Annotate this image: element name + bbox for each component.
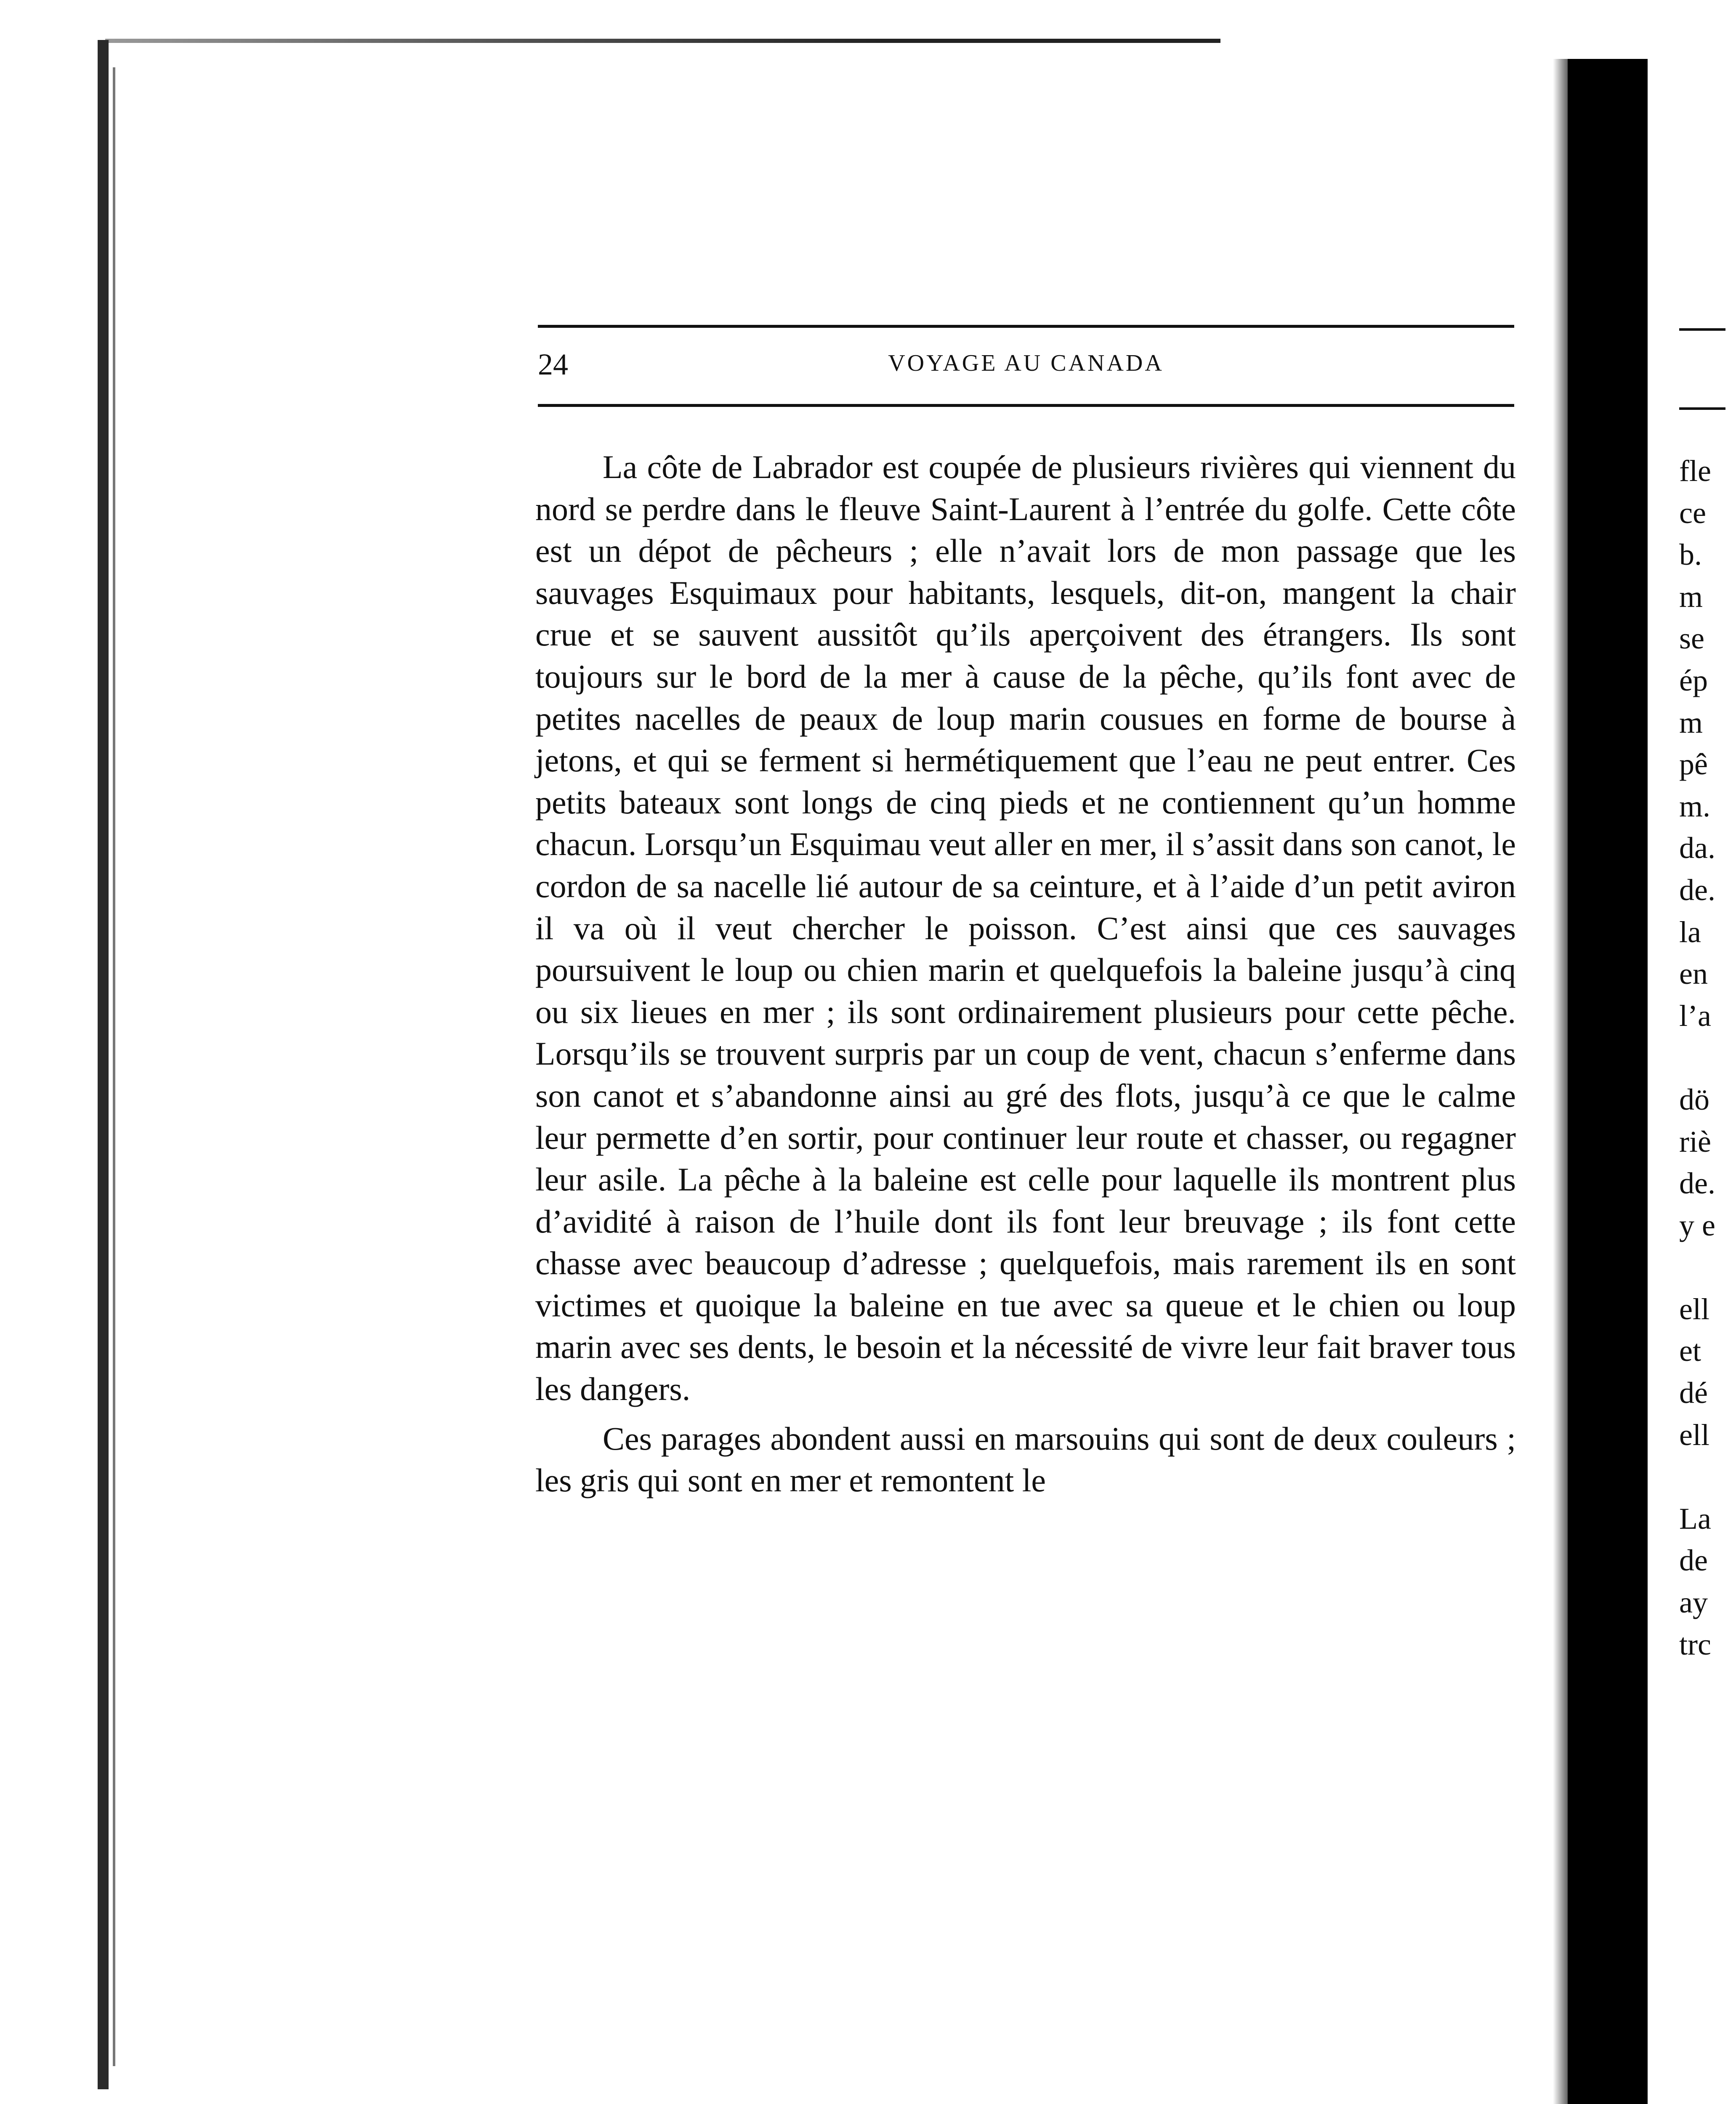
fragment-line: trc bbox=[1679, 1627, 1711, 1661]
paragraph: La côte de Labrador est coupée de plusieurs rivières qui viennent du nord se perdre dans le fleuve Saint-Laurent à l’entrée du golfe. Cette côte est un dépot de pêcheurs ; elle n’avait lors de mon passage que les sauvages Esquimaux pour habitants, lesquels, dit-on, mangent la chair crue et se sauvent aussitôt qu’ils aperçoivent des étrangers. Ils sont toujours sur le bord de la mer à cause de la pêche, qu’ils font avec de petites nacelles de peaux de loup marin cousues en forme de bourse à jetons, et qui se ferment si hermétiquement que l’eau ne peut entrer. Ces petits bateaux sont longs de cinq pieds et ne contiennent qu’un homme chacun. Lorsqu’un Esquimau veut aller en mer, il s’assit dans son canot, le cordon de sa nacelle lié autour de sa ceinture, et à l’aide d’un petit aviron il va où il veut chercher le poisson. C’est ainsi que ces sauvages poursuivent le loup ou chien marin et quelquefois la baleine jusqu’à cinq ou six lieues en mer ; ils sont ordinairement plusieurs pour cette pêche. Lorsqu’ils se trouvent surpris par un coup de vent, chacun s’enferme dans son canot et s’abandonne ainsi au gré des flots, jusqu’à ce que le calme leur permette d’en sortir, pour continuer leur route et chasser, ou regagner leur asile. La pêche à la baleine est celle pour laquelle ils montrent plus d’avidité à raison de l’huile dont ils font leur breuvage ; ils font cette chasse avec beaucoup d’adresse ; quelquefois, mais rarement ils en sont victimes et quoique la baleine en tue avec sa queue et le chien ou loup marin avec ses dents, le besoin et la nécessité de vivre leur fait braver tous les dangers. bbox=[535, 449, 1516, 1408]
fragment-line: dé bbox=[1679, 1376, 1708, 1410]
header-rule-top bbox=[538, 325, 1514, 328]
fragment-line: de. bbox=[1679, 1166, 1715, 1201]
fragment-line: ép bbox=[1679, 663, 1708, 697]
page-body bbox=[535, 446, 1516, 1501]
next-page-rule bbox=[1679, 328, 1725, 331]
page-number: 24 bbox=[538, 348, 568, 381]
scan-top-edge bbox=[105, 39, 1220, 43]
page-header bbox=[538, 347, 1514, 381]
paragraph: Ces parages abondent aussi en marsouins qui sont de deux couleurs ; les gris qui sont en mer et remontent le bbox=[535, 1420, 1516, 1499]
fragment-line: en bbox=[1679, 957, 1708, 991]
header-rule-bottom bbox=[538, 404, 1514, 407]
scan-left-binding-edge bbox=[98, 40, 109, 2089]
fragment-line: ell bbox=[1679, 1418, 1709, 1452]
gutter-shadow bbox=[1553, 59, 1570, 2104]
fragment-line: ce bbox=[1679, 496, 1706, 530]
fragment-line: et bbox=[1679, 1334, 1701, 1368]
fragment-line: La bbox=[1679, 1501, 1711, 1535]
book-gutter bbox=[1568, 59, 1648, 2104]
running-title: VOYAGE AU CANADA bbox=[888, 350, 1164, 376]
fragment-line: da. bbox=[1679, 831, 1715, 865]
fragment-line: dö bbox=[1679, 1082, 1709, 1116]
fragment-line: se bbox=[1679, 622, 1704, 656]
fragment-line: b. bbox=[1679, 538, 1702, 572]
fragment-line: de. bbox=[1679, 873, 1715, 907]
fragment-line: riè bbox=[1679, 1124, 1711, 1158]
fragment-line: y e bbox=[1679, 1208, 1715, 1242]
fragment-line: de bbox=[1679, 1543, 1708, 1578]
next-page-rule bbox=[1679, 407, 1725, 410]
fragment-line: m bbox=[1679, 579, 1703, 614]
fragment-line: m. bbox=[1679, 789, 1711, 823]
fragment-line: ay bbox=[1679, 1586, 1708, 1620]
fragment-line: m bbox=[1679, 705, 1703, 739]
fragment-line: fle bbox=[1679, 454, 1711, 488]
fragment-line: l’a bbox=[1679, 999, 1711, 1033]
fragment-line: pê bbox=[1679, 747, 1708, 781]
fragment-line: ell bbox=[1679, 1292, 1709, 1326]
fragment-line: la bbox=[1679, 915, 1701, 949]
next-page-fragment bbox=[1679, 450, 1736, 1666]
scan-left-binding-shadow bbox=[113, 67, 115, 2066]
